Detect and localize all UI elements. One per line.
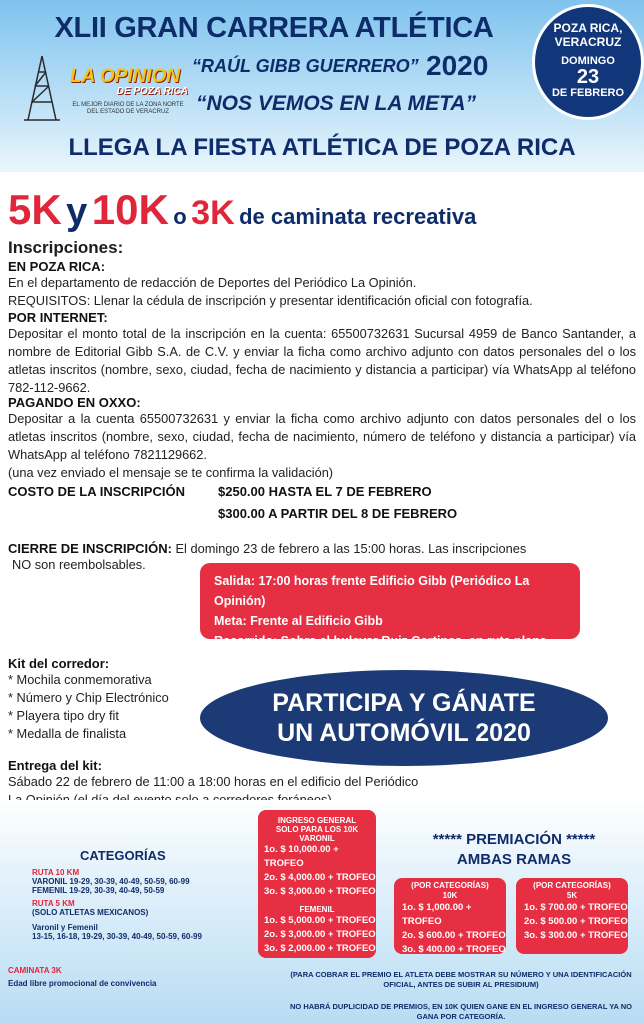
prize-box-distance: 5K: [566, 891, 578, 900]
mexican-only-note: (SOLO ATLETAS MEXICANOS): [32, 908, 149, 917]
runner-kit: [8, 656, 169, 743]
prize-row: 2o. $ 500.00 + TROFEO: [524, 916, 628, 927]
internet-text: Depositar el monto total de la inscripción en la cuenta: 65500732631 Sucursal 4959 de Banco Santander, a nombre de Editorial Gibb S.A. de C.V. y enviar la ficha como archivo adjunto con datos personales del o los atletas inscritos (nombre, sexo, ciudad, fecha de nacimiento y distancia a participar) vía WhatsApp al teléfono 782-112-9662.: [8, 326, 636, 395]
general-prize-title: INGRESO GENERAL: [277, 816, 357, 825]
internet-heading: POR INTERNET:: [8, 310, 108, 325]
walk-3k-label: CAMINATA 3K: [8, 966, 62, 975]
prize-box-5k: [516, 878, 628, 954]
distance-walk-label: de caminata recreativa: [239, 204, 477, 229]
cost-price-late: $300.00 A PARTIR DEL 8 DE FEBRERO: [218, 506, 458, 521]
ages-5k: 13-15, 16-18, 19-29, 30-39, 40-49, 50-59, 60-99: [32, 932, 202, 941]
kit-item: * Medalla de finalista: [8, 726, 127, 741]
prize-row: 3o. $ 3,000.00 + TROFEO: [264, 886, 376, 897]
awards-title: ***** PREMIACIÓN *****: [432, 831, 596, 848]
poza-rica-requirements: REQUISITOS: Llenar la cédula de inscripción y presentar identificación oficial con fotografía.: [8, 293, 533, 308]
event-slogan: “NOS VEMOS EN LA META”: [196, 92, 477, 115]
registration-internet: [8, 310, 636, 397]
registration-heading: Inscripciones:: [8, 238, 124, 257]
categories-title: CATEGORÍAS: [80, 848, 166, 863]
prize-row: 3o. $ 300.00 + TROFEO: [524, 930, 628, 941]
poza-rica-heading: EN POZA RICA:: [8, 259, 106, 274]
logo-tagline: EL MEJOR DIARIO DE LA ZONA NORTE DEL ESTADO DE VERACRUZ: [72, 102, 184, 115]
delivery-heading: Entrega del kit:: [8, 758, 102, 773]
varonil-10k: VARONIL 19-29, 30-39, 40-49, 50-59, 60-99: [32, 877, 190, 886]
distances-heading: [8, 186, 476, 234]
logo-name: LA OPINION: [70, 66, 181, 87]
cost-label: COSTO DE LA INSCRIPCIÓN: [8, 484, 185, 499]
femenil-label: FEMENIL: [299, 905, 335, 914]
kit-heading: Kit del corredor:: [8, 656, 110, 671]
event-title: XLII GRAN CARRERA ATLÉTICA: [54, 12, 494, 44]
varfem-label: Varonil y Femenil: [32, 923, 98, 932]
race-info-card: [200, 563, 580, 648]
event-banner-text: LLEGA LA FIESTA ATLÉTICA DE POZA RICA: [68, 134, 576, 161]
oxxo-note: (una vez enviado el mensaje se te confirma la validación): [8, 465, 334, 480]
start-info: Salida: 17:00 horas frente Edificio Gibb (Periódico La Opinión): [214, 574, 530, 608]
promo-line1: PARTICIPA Y GÁNATE: [272, 689, 536, 717]
badge-day: 23: [576, 66, 600, 88]
awards-subtitle: AMBAS RAMAS: [456, 851, 572, 868]
closing-text: El domingo 23 de febrero a las 15:00 horas. Las inscripciones: [171, 541, 527, 556]
prize-row: 1o. $ 1,000.00 + TROFEO: [402, 902, 472, 927]
awards-heading: [394, 830, 634, 870]
distance-and: y: [66, 191, 88, 233]
promo-line2: UN AUTOMÓVIL 2020: [277, 719, 531, 747]
newspaper-logo: [22, 62, 192, 132]
header-banner: [0, 0, 644, 172]
event-subtitle: “RAÚL GIBB GUERRERO”: [192, 56, 419, 76]
prize-row: 1o. $ 10,000.00 + TROFEO: [264, 844, 339, 869]
kit-item: * Mochila conmemorativa: [8, 672, 152, 687]
prize-claim-note: (PARA COBRAR EL PREMIO EL ATLETA DEBE MOSTRAR SU NÚMERO Y UNA IDENTIFICACIÓN OFICIAL, ANTES DE SUBIR AL PRESIDIUM): [290, 970, 632, 989]
prize-row: 2o. $ 4,000.00 + TROFEO: [264, 872, 376, 883]
badge-state: VERACRUZ: [554, 35, 622, 49]
general-prize-box: [258, 810, 376, 958]
prize-box-title: (POR CATEGORÍAS): [411, 881, 489, 890]
distance-or: o: [173, 204, 187, 229]
delivery-line1: Sábado 22 de febrero de 11:00 a 18:00 horas en el edificio del Periódico: [8, 774, 419, 789]
oxxo-text: Depositar a la cuenta 65500732631 y enviar la ficha como archivo adjunto con datos personales del o los atletas inscritos (nombre, sexo, ciudad, fecha de nacimiento, número de teléfono y distancia a participar) vía WhatsApp al teléfono 7821129662.: [8, 411, 636, 462]
date-badge: [532, 4, 644, 120]
registration-oxxo: [8, 395, 636, 482]
oxxo-heading: PAGANDO EN OXXO:: [8, 395, 141, 410]
kit-item: * Playera tipo dry fit: [8, 708, 119, 723]
route-5k-label: RUTA 5 KM: [32, 899, 75, 908]
prize-row: 3o. $ 400.00 + TROFEO: [402, 944, 506, 955]
event-year: 2020: [426, 50, 489, 81]
badge-day-name: DOMINGO: [561, 55, 615, 67]
registration-poza-rica: [8, 259, 636, 310]
oil-derrick-icon: [22, 54, 62, 126]
poza-rica-line1: En el departamento de redacción de Deportes del Periódico La Opinión.: [8, 275, 417, 290]
route-10k-label: RUTA 10 KM: [32, 868, 80, 877]
distance-10k: 10K: [91, 186, 169, 233]
finish-info: Meta: Frente al Edificio Gibb: [214, 614, 383, 628]
kit-item: * Número y Chip Electrónico: [8, 690, 169, 705]
general-prize-subtitle: SOLO PARA LOS 10K: [275, 825, 359, 834]
prize-box-title: (POR CATEGORÍAS): [533, 881, 611, 890]
femenil-10k: FEMENIL 19-29, 30-39, 40-49, 50-59: [32, 886, 165, 895]
prize-row: 3o. $ 2,000.00 + TROFEO: [264, 943, 376, 954]
walk-3k-desc: Edad libre promocional de convivencia: [8, 979, 157, 988]
cost-price-early: $250.00 HASTA EL 7 DE FEBRERO: [218, 484, 432, 499]
logo-subtitle: DE POZA RICA: [116, 86, 188, 97]
badge-city: POZA RICA,: [553, 21, 623, 35]
closing-label: CIERRE DE INSCRIPCIÓN:: [8, 541, 172, 556]
badge-month: DE FEBRERO: [551, 87, 625, 99]
prize-row: 2o. $ 600.00 + TROFEO: [402, 930, 506, 941]
distance-3k: 3K: [191, 194, 235, 232]
prize-box-10k: [394, 878, 506, 954]
categories-list: [32, 868, 202, 941]
route-info: Recorrido: Sobre el bulevar Ruiz Cortines, en ruta plana: [214, 634, 547, 648]
car-giveaway-promo: [200, 670, 608, 766]
prize-box-distance: 10K: [442, 891, 458, 900]
prize-row: 2o. $ 3,000.00 + TROFEO: [264, 929, 376, 940]
varonil-label: VARONIL: [299, 834, 335, 843]
no-duplicate-note: NO HABRÁ DUPLICIDAD DE PREMIOS, EN 10K QUIEN GANE EN EL INGRESO GENERAL YA NO GANA POR CATEGORÍA.: [290, 1002, 632, 1021]
prize-row: 1o. $ 700.00 + TROFEO: [524, 902, 628, 913]
prize-row: 1o. $ 5,000.00 + TROFEO: [264, 915, 376, 926]
distance-5k: 5K: [8, 186, 62, 233]
closing-text-2: NO son reembolsables.: [12, 557, 146, 572]
